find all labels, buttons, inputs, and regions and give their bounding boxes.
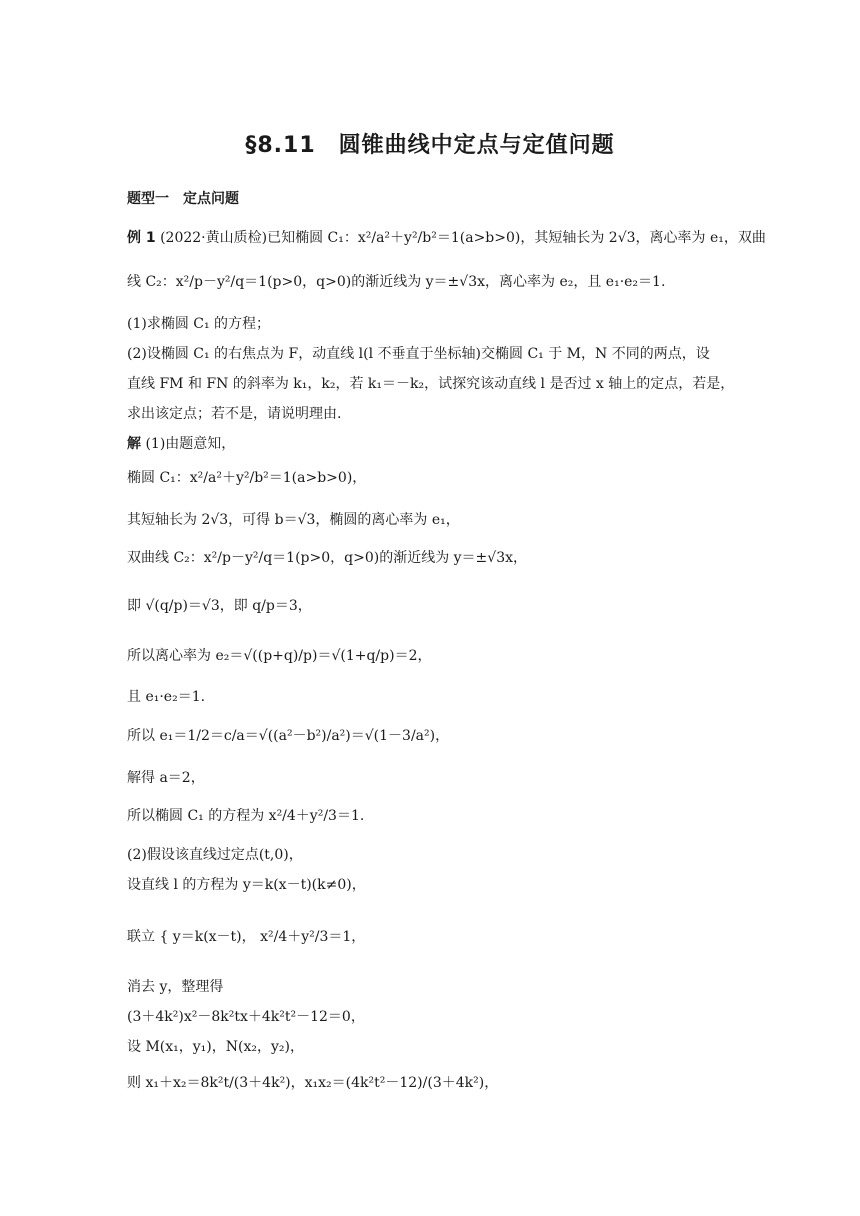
- solution-line-11: (2)假设该直线过定点(t,0)，: [127, 847, 303, 863]
- solution-text-1: (1)由题意知，: [145, 436, 236, 452]
- example-line-3: (1)求椭圆 C₁ 的方程；: [127, 316, 271, 332]
- example-line-2: 线 C₂：x²/p－y²/q＝1(p>0，q>0)的渐近线为 y＝±√3x，离心率为 e₂，且 e₁·e₂＝1.: [127, 274, 666, 290]
- solution-line-13: 联立 { y＝k(x－t)， x²/4＋y²/3＝1，: [127, 929, 366, 945]
- page-title: §8.11 圆锥曲线中定点与定值问题: [245, 133, 615, 158]
- solution-line-9: 解得 a＝2，: [127, 770, 205, 786]
- solution-line-14: 消去 y，整理得: [127, 979, 224, 995]
- solution-line-2: 椭圆 C₁：x²/a²＋y²/b²＝1(a>b>0)，: [127, 470, 367, 486]
- example-line-6: 求出该定点；若不是，请说明理由.: [127, 406, 342, 422]
- example-line-5: 直线 FM 和 FN 的斜率为 k₁，k₂，若 k₁＝－k₂，试探究该动直线 l 是否过 x 轴上的定点，若是，: [127, 376, 735, 392]
- solution-line-1: [127, 433, 235, 453]
- example-label: 例 1: [127, 230, 156, 246]
- solution-line-16: 设 M(x₁，y₁)，N(x₂，y₂)，: [127, 1039, 304, 1055]
- solution-line-5: 即 √(q/p)＝√3，即 q/p＝3，: [127, 598, 312, 614]
- solution-line-10: 所以椭圆 C₁ 的方程为 x²/4＋y²/3＝1.: [127, 808, 365, 824]
- solution-line-7: 且 e₁·e₂＝1.: [127, 689, 206, 705]
- solution-line-4: 双曲线 C₂：x²/p－y²/q＝1(p>0，q>0)的渐近线为 y＝±√3x，: [127, 550, 528, 566]
- solution-line-17: 则 x₁＋x₂＝8k²t/(3＋4k²)，x₁x₂＝(4k²t²－12)/(3＋4k²)，: [127, 1075, 499, 1091]
- section-heading: 题型一 定点问题: [127, 191, 239, 207]
- solution-line-8: 所以 e₁＝1/2＝c/a＝√((a²－b²)/a²)＝√(1－3/a²)，: [127, 728, 450, 744]
- solution-line-12: 设直线 l 的方程为 y＝k(x－t)(k≠0)，: [127, 877, 366, 893]
- solution-line-3: 其短轴长为 2√3，可得 b＝√3，椭圆的离心率为 e₁，: [127, 512, 460, 528]
- solution-line-15: (3＋4k²)x²－8k²tx＋4k²t²－12＝0，: [127, 1009, 365, 1025]
- solution-line-6: 所以离心率为 e₂＝√((p+q)/p)＝√(1+q/p)＝2，: [127, 648, 432, 664]
- example-line-1: [127, 227, 766, 247]
- example-text-1: (2022·黄山质检)已知椭圆 C₁：x²/a²＋y²/b²＝1(a>b>0)，其短轴长为 2√3，离心率为 e₁，双曲: [160, 230, 766, 246]
- solution-label: 解: [127, 436, 141, 452]
- example-line-4: (2)设椭圆 C₁ 的右焦点为 F，动直线 l(l 不垂直于坐标轴)交椭圆 C₁ 于 M，N 不同的两点，设: [127, 346, 710, 362]
